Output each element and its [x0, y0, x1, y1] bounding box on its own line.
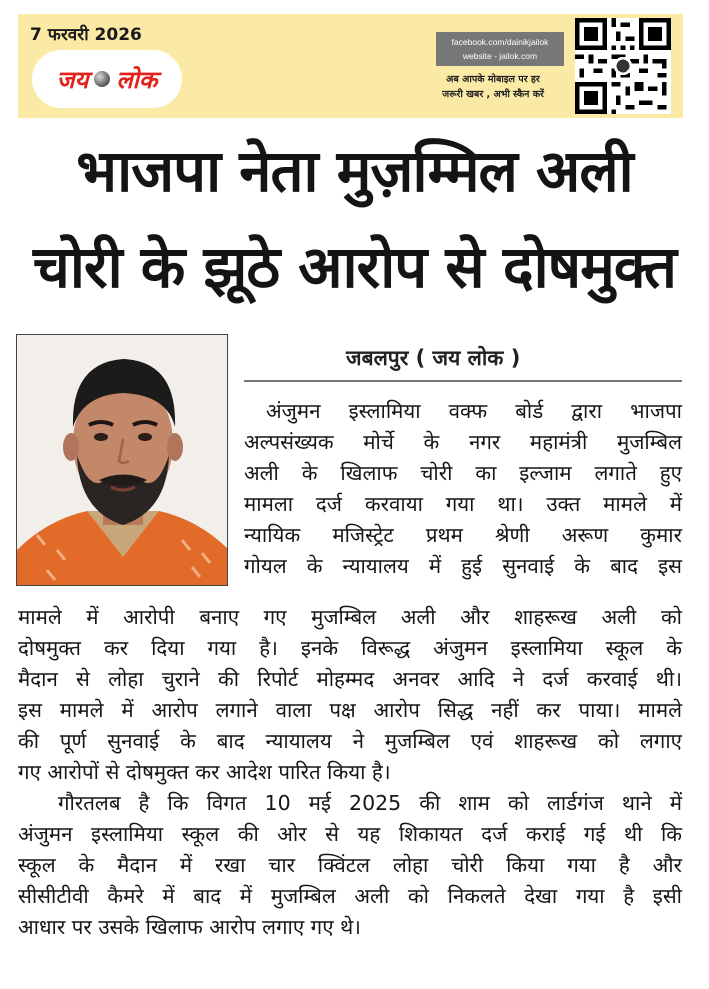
headline-line-2: चोरी के झूठे आरोप से दोषमुक्त: [33, 233, 676, 301]
body-line: की पूर्ण सुनवाई के बाद न्यायालय ने मुजम्बिल एवं शाहरूख को लगाए: [18, 729, 682, 753]
person-photo: [16, 334, 228, 586]
body-line: अली के खिलाफ चोरी का इल्जाम लगाते हुए: [244, 461, 682, 485]
logo-text-left: जय: [56, 65, 89, 94]
body-line: मैदान से लोहा चुराने की रिपोर्ट मोहम्मद अनवर आदि ने दर्ज करवाई थी।: [18, 667, 682, 691]
article-wrap-column: [244, 396, 682, 582]
promo-line-1: अब आपके मोबाइल पर हर: [446, 74, 540, 85]
body-line: गए आरोपों से दोषमुक्त कर आदेश पारित किया है।: [18, 760, 391, 784]
body-line: मामले में आरोपी बनाए गए मुजम्बिल अली और शाहरूख अली को: [18, 605, 682, 629]
promo-line-2: जरूरी खबर , अभी स्कैन करें: [442, 89, 544, 100]
globe-icon: [94, 71, 110, 87]
body-line: गौरतलब है कि विगत 10 मई 2025 की शाम को लार्डगंज थाने में: [58, 791, 682, 815]
body-line: अल्पसंख्यक मोर्चे के नगर महामंत्री मुजम्बिल: [244, 430, 682, 454]
masthead: [18, 14, 683, 118]
body-line: मामला दर्ज करवाया गया था। उक्त मामले में: [244, 492, 682, 516]
issue-date: 7 फरवरी 2026: [30, 25, 142, 45]
dateline: जबलपुर ( जय लोक ): [346, 346, 521, 370]
body-line: अंजुमन इस्लामिया स्कूल की ओर से यह शिकायत दर्ज कराई गई थी कि: [18, 822, 682, 846]
qr-code-icon[interactable]: [575, 18, 671, 114]
body-line: स्कूल के मैदान में रखा चार क्विंटल लोहा चोरी किया गया है और: [18, 853, 682, 877]
body-line: सीसीटीवी कैमरे में बाद में मुजम्बिल अली को निकलते देखा गया है इसी: [18, 884, 682, 908]
body-line: गोयल के न्यायालय में हुई सुनवाई के बाद इस: [244, 554, 682, 578]
social-links-box: [436, 32, 564, 66]
body-line: दोषमुक्त कर दिया गया है। इनके विरूद्ध अंजुमन इस्लामिया स्कूल के: [18, 636, 682, 660]
portrait-image: [17, 335, 228, 586]
scan-promo: [418, 72, 568, 102]
body-line: आधार पर उसके खिलाफ आरोप लगाए गए थे।: [18, 915, 361, 939]
body-line: अंजुमन इस्लामिया वक्फ बोर्ड द्वारा भाजपा: [266, 399, 682, 423]
body-line: न्यायिक मजिस्ट्रेट प्रथम श्रेणी अरूण कुमार: [244, 523, 682, 547]
logo-text-right: लोक: [116, 65, 158, 94]
body-line: इस मामले में आरोप लगाने वाला पक्ष आरोप सिद्ध नहीं कर पाया। मामले: [18, 698, 682, 722]
newspaper-logo: [32, 50, 182, 108]
article-full-width: [18, 602, 682, 943]
dateline-divider: [244, 380, 682, 382]
facebook-link[interactable]: facebook.com/dainikjailok: [451, 37, 549, 47]
headline-line-1: भाजपा नेता मुज़म्मिल अली: [76, 137, 633, 205]
website-link[interactable]: website - jailok.com: [462, 51, 538, 61]
